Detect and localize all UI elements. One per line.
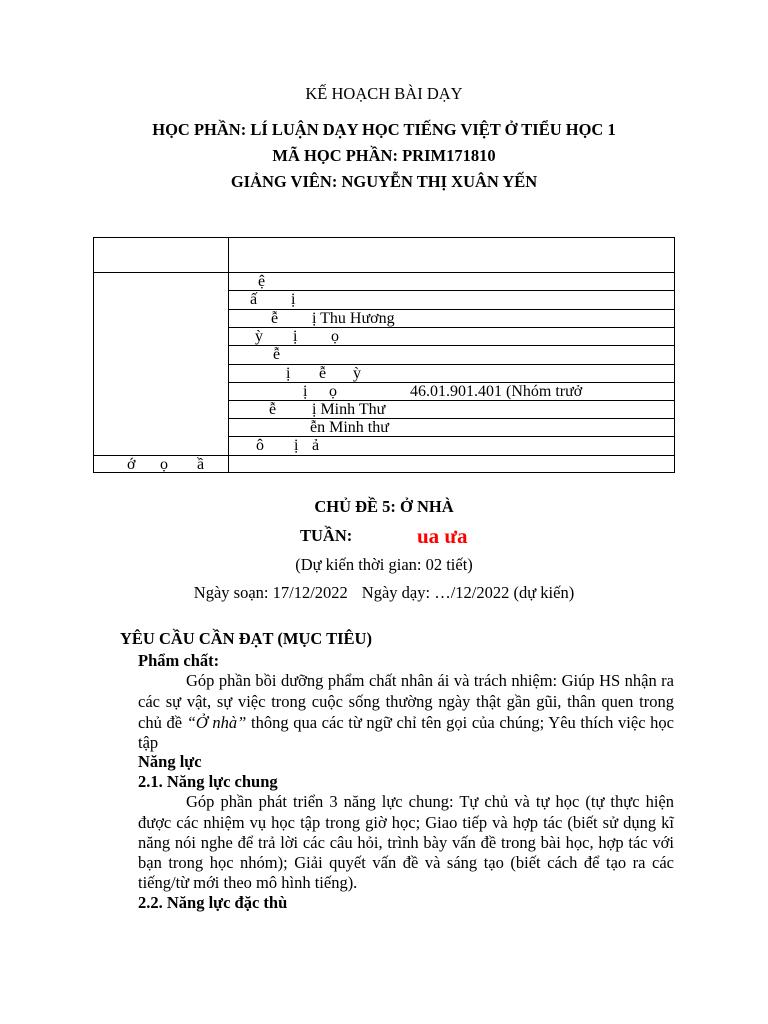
table-cell-text: ô [256,437,264,454]
table-header-right-cell [228,237,674,272]
competencies-label: Năng lực [138,752,202,771]
table-cell-text: ọ [160,456,168,473]
table-cell-text: ọ [329,383,337,400]
objectives-heading: YÊU CẦU CẦN ĐẠT (MỤC TIÊU) [120,629,372,648]
specific-competencies-heading: 2.2. Năng lực đặc thù [138,893,288,912]
document-title: KẾ HOẠCH BÀI DẠY [305,84,463,103]
table-cell-text: ễ [271,310,279,327]
paragraph-line [138,713,674,733]
table-cell-text: ị [286,365,291,382]
date-taught: Ngày dạy: …/12/2022 (dự kiến) [361,583,575,602]
table-member-row [228,327,674,345]
paragraph-line: Góp phần phát triển 3 năng lực chung: Tự chủ và tự học (tự thực hiện [186,792,674,811]
table-cell-text: ị Minh Thư [312,401,386,418]
table-member-row [228,309,674,327]
lecturer-name: GIẢNG VIÊN: NGUYỄN THỊ XUÂN YẾN [230,172,538,191]
qualities-label: Phẩm chất: [138,651,220,670]
table-footer-right-cell [228,455,674,472]
paragraph-text: thông qua các từ ngữ chỉ tên gọi của chúng; Yêu thích việc học [250,713,674,732]
topic-heading: CHỦ ĐỀ 5: Ở NHÀ [314,497,454,516]
table-cell-text: ị [303,383,308,400]
table-cell-text: ễ [273,346,281,363]
table-label-cell [93,272,228,455]
paragraph-line: Góp phần bồi dưỡng phẩm chất nhân ái và trách nhiệm: Giúp HS nhận ra [186,671,674,690]
table-member-row [228,400,674,418]
paragraph-line: bạn trong học nhóm); Giải quyết vấn đề và sáng tạo (biết cách để tạo ra các [138,853,674,872]
course-code: MÃ HỌC PHẦN: PRIM171810 [272,146,496,165]
table-cell-text: ị Thu Hương [312,310,395,327]
table-cell-text: ệ [258,273,266,290]
schedule-line [0,583,768,603]
paragraph-line: được các nhiệm vụ học tập trong giờ học; Giao tiếp và hợp tác (biết sử dụng kĩ [138,813,674,832]
lesson-title: ua ưa [417,524,468,548]
table-footer-left-cell [93,455,228,472]
table-cell-text: ễn Minh thư [310,419,389,436]
table-cell-text: ị [291,291,296,308]
week-label: TUẦN: [300,526,353,545]
table-cell-text: ớ [127,456,136,473]
table-cell-text: ễ [269,401,277,418]
table-cell-text: ả [312,437,320,454]
info-table [93,237,675,473]
paragraph-text: chủ đề [138,713,183,732]
paragraph-line: năng nói nghe để trả lời các câu hỏi, trình bày vấn đề trong bài học, hợp tác với [138,833,674,852]
table-member-row [228,290,674,309]
table-member-row [228,345,674,364]
table-member-row [228,418,674,436]
table-member-row [228,436,674,455]
paragraph-line: các sự vật, sự việc trong cuộc sống thường ngày thật gần gũi, thân quen trong [138,692,674,711]
table-cell-text: ỳ [255,328,263,345]
table-member-row [228,364,674,382]
paragraph-line: tiếng/từ mới theo mô hình tiếng). [138,873,358,892]
table-member-row [228,272,674,290]
table-cell-text: ị [293,328,298,345]
table-member-row [228,382,674,400]
date-prepared: Ngày soạn: 17/12/2022 [193,583,348,602]
table-cell-text: ầ [197,456,205,473]
table-cell-text: ị [294,437,299,454]
table-cell-text: 46.01.901.401 (Nhóm trưở [410,383,583,400]
topic-emphasis: “Ở nhà” [186,713,247,732]
table-cell-text: ọ [331,328,339,345]
table-cell-text: ấ [250,291,258,308]
paragraph-line: tập [138,733,159,752]
table-cell-text: ễ [319,365,327,382]
duration-note: (Dự kiến thời gian: 02 tiết) [295,555,473,574]
general-competencies-heading: 2.1. Năng lực chung [138,772,278,791]
table-cell-text: ỳ [353,365,361,382]
table-header-left-cell [93,237,228,272]
course-name: HỌC PHẦN: LÍ LUẬN DẠY HỌC TIẾNG VIỆT Ở TIỂU HỌC 1 [152,120,616,139]
